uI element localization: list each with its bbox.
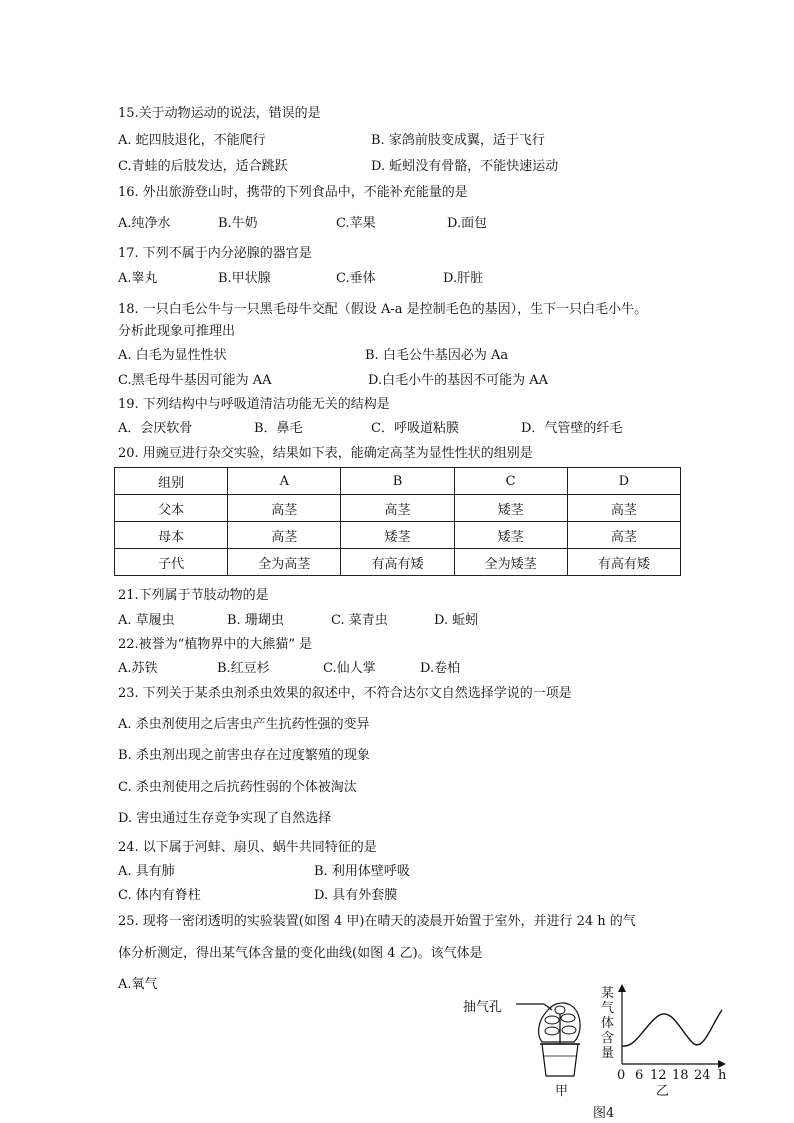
x-tick-label: 0 [617, 1068, 626, 1083]
q22-option-d: D.卷柏 [420, 661, 461, 676]
y-label-char: 含 [601, 1031, 615, 1046]
q23-stem: 23. 下列关于某杀虫剂杀虫效果的叙述中，不符合达尔文自然选择学说的一项是 [118, 686, 572, 701]
q16-option-d: D.面包 [447, 216, 488, 231]
q24-option-b: B. 利用体壁呼吸 [314, 864, 410, 879]
q18-option-b: B. 白毛公牛基因必为 Aa [365, 348, 509, 363]
table-cell: 矮茎 [341, 522, 454, 549]
table-cell: 高茎 [341, 495, 454, 522]
table-cell: 有高有矮 [567, 549, 680, 576]
leaf-icon [545, 1027, 559, 1035]
table-cell: D [567, 468, 680, 495]
x-unit-label: h [718, 1068, 727, 1083]
q16-option-a: A.纯净水 [118, 216, 171, 231]
q17-stem: 17. 下列不属于内分泌腺的器官是 [118, 246, 312, 261]
q23-option-d: D. 害虫通过生存竞争实现了自然选择 [118, 811, 332, 826]
hole-label: 抽气孔 [463, 1000, 503, 1015]
q23-option-b: B. 杀虫剂出现之前害虫存在过度繁殖的现象 [118, 748, 370, 763]
leaf-icon [555, 1006, 565, 1014]
q19-option-c: C．呼吸道粘膜 [371, 421, 459, 436]
leaf-icon [545, 1016, 559, 1024]
table-cell: 全为矮茎 [454, 549, 567, 576]
q20-stem: 20. 用豌豆进行杂交实验，结果如下表，能确定高茎为显性性状的组别是 [118, 446, 533, 461]
q18-stem-line2: 分析此现象可推理出 [118, 324, 236, 339]
q17-option-b: B.甲状腺 [218, 271, 271, 286]
x-tick-label: 18 [672, 1068, 689, 1083]
q25-option-a: A.氧气 [118, 977, 158, 992]
gas-content-curve [622, 1010, 722, 1046]
q21-option-d: D. 蚯蚓 [434, 613, 479, 628]
figure-4 [460, 984, 730, 1119]
x-axis-arrow [718, 1060, 726, 1068]
x-tick-label: 12 [650, 1068, 667, 1083]
q22-stem: 22.被誉为“植物界中的大熊猫” 是 [118, 637, 313, 652]
jia-label: 甲 [555, 1084, 569, 1099]
q18-option-d: D.白毛小牛的基因不可能为 AA [368, 373, 549, 388]
flower-pot [542, 1044, 578, 1076]
q15-stem: 15.关于动物运动的说法，错误的是 [118, 106, 321, 121]
q22-option-b: B.红豆杉 [217, 661, 270, 676]
y-label-char: 体 [601, 1016, 615, 1031]
table-row [115, 495, 681, 522]
table-cell: 有高有矮 [341, 549, 454, 576]
table-cell: 子代 [115, 549, 228, 576]
table-cell: 高茎 [228, 522, 341, 549]
yi-label: 乙 [656, 1084, 670, 1099]
q19-stem: 19. 下列结构中与呼吸道清洁功能无关的结构是 [118, 397, 390, 412]
table-cell: A [228, 468, 341, 495]
x-tick-label: 24 [694, 1068, 711, 1083]
q25-stem-line2: 体分析测定，得出某气体含量的变化曲线(如图 4 乙)。该气体是 [118, 946, 483, 961]
q19-option-a: A．会厌软骨 [118, 421, 193, 436]
q18-stem-line1: 18. 一只白毛公牛与一只黑毛母牛交配（假设 A-a 是控制毛色的基因），生下一只白毛小牛。 [118, 302, 648, 317]
q22-option-c: C.仙人掌 [323, 661, 376, 676]
table-cell: 高茎 [567, 495, 680, 522]
q18-option-a: A. 白毛为显性性状 [118, 348, 227, 363]
leaf-icon [562, 1026, 576, 1034]
q15-option-d: D. 蚯蚓没有骨骼，不能快速运动 [371, 159, 559, 174]
q18-option-c: C.黑毛母牛基因可能为 AA [118, 373, 272, 388]
q19-option-b: B．鼻毛 [254, 421, 303, 436]
table-cell: 全为高茎 [228, 549, 341, 576]
q24-option-a: A. 具有肺 [118, 864, 175, 879]
q24-stem: 24. 以下属于河蚌、扇贝、蜗牛共同特征的是 [118, 840, 377, 855]
leaf-icon [561, 1014, 575, 1022]
q16-option-b: B.牛奶 [218, 216, 258, 231]
q21-stem: 21.下列属于节肢动物的是 [118, 588, 269, 603]
q17-option-c: C.垂体 [336, 271, 376, 286]
q21-option-a: A. 草履虫 [118, 613, 175, 628]
figure-caption: 图4 [593, 1106, 615, 1121]
table-cell: 矮茎 [454, 522, 567, 549]
q15-option-c: C.青蛙的后肢发达，适合跳跃 [118, 159, 288, 174]
q23-option-c: C. 杀虫剂使用之后抗药性弱的个体被淘汰 [118, 780, 357, 795]
table-cell: 高茎 [567, 522, 680, 549]
q21-option-c: C. 菜青虫 [331, 613, 388, 628]
cross-result-table [114, 467, 681, 576]
table-row [115, 549, 681, 576]
table-cell: C [454, 468, 567, 495]
table-cell: 父本 [115, 495, 228, 522]
table-row [115, 468, 681, 495]
q17-option-a: A.睾丸 [118, 271, 158, 286]
table-cell: 母本 [115, 522, 228, 549]
table-cell: 组别 [115, 468, 228, 495]
table-cell: 矮茎 [454, 495, 567, 522]
q15-option-a: A. 蛇四肢退化，不能爬行 [118, 133, 266, 148]
table-cell: B [341, 468, 454, 495]
y-label-char: 某 [601, 986, 615, 1001]
q21-option-b: B. 珊瑚虫 [227, 613, 284, 628]
q24-option-c: C. 体内有脊柱 [118, 888, 201, 903]
q23-option-a: A. 杀虫剂使用之后害虫产生抗药性强的变异 [118, 717, 370, 732]
q22-option-a: A.苏铁 [118, 661, 158, 676]
y-axis-arrow [618, 984, 626, 992]
q16-stem: 16. 外出旅游登山时，携带的下列食品中，不能补充能量的是 [118, 185, 468, 200]
table-row [115, 522, 681, 549]
y-label-char: 量 [601, 1046, 615, 1061]
q19-option-d: D．气管壁的纤毛 [521, 421, 623, 436]
q25-stem-line1: 25. 现将一密闭透明的实验装置(如图 4 甲)在晴天的凌晨开始置于室外，并进行 24 h 的气 [118, 914, 636, 929]
q24-option-d: D. 具有外套膜 [314, 888, 398, 903]
q16-option-c: C.苹果 [336, 216, 376, 231]
y-axis-label [601, 986, 615, 1061]
y-label-char: 气 [601, 1001, 615, 1016]
x-tick-label: 6 [635, 1068, 644, 1083]
q15-option-b: B. 家鸽前肢变成翼，适于飞行 [371, 133, 545, 148]
table-cell: 高茎 [228, 495, 341, 522]
q17-option-d: D.肝脏 [443, 271, 484, 286]
